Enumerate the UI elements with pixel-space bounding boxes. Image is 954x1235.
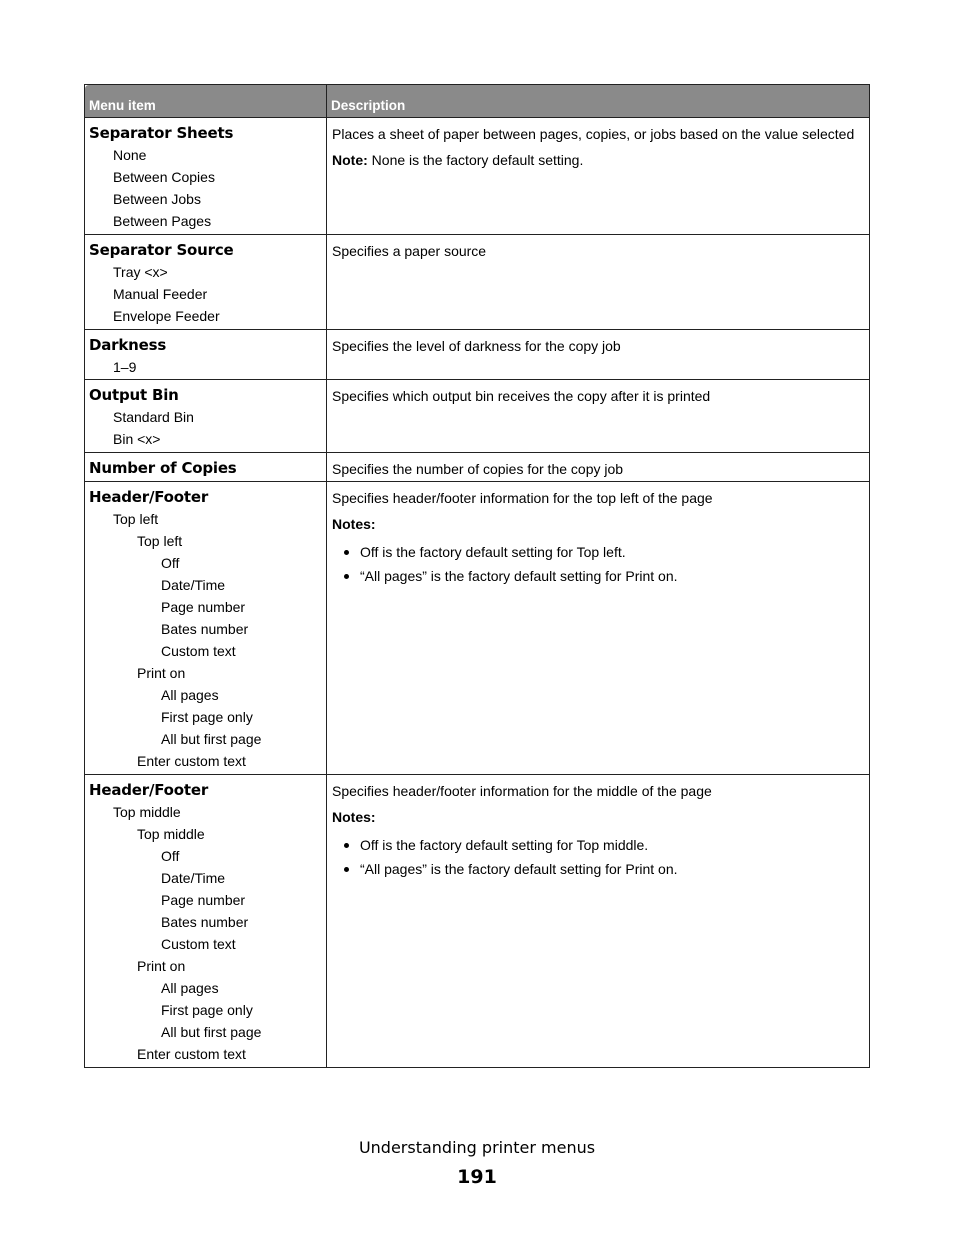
menu-option: First page only [161,1002,253,1018]
table-row [85,453,870,482]
menu-option: Custom text [161,643,236,659]
menu-item-cell [85,235,327,330]
table-header-row [85,85,870,118]
description-text: Places a sheet of paper between pages, copies, or jobs based on the value selected [332,126,855,142]
description-text: Specifies which output bin receives the copy after it is printed [332,388,711,404]
menu-option: All but first page [161,1024,262,1040]
menu-option: Top left [137,533,183,549]
notes-heading: Notes: [332,516,376,532]
menu-option: Date/Time [161,870,226,886]
note-text: None is the factory default setting. [367,152,584,168]
table-row [85,330,870,380]
menu-item-title: Separator Sheets [89,124,234,142]
table-row [85,775,870,1068]
menu-item-title: Separator Source [89,241,234,259]
menu-option: All but first page [161,731,262,747]
bullet-icon [344,843,349,848]
bullet-icon [344,550,349,555]
menu-item-cell [85,775,327,1068]
menu-option: Tray <x> [113,264,168,280]
menu-option: Between Pages [113,213,212,229]
menu-item-title: Header/Footer [89,781,209,799]
menu-item-title: Darkness [89,336,167,354]
list-item [332,565,869,587]
bullet-text: “All pages” is the factory default setting for Print on. [360,568,678,584]
menu-option: Enter custom text [137,753,246,769]
description-cell [327,118,870,235]
menu-option: Bin <x> [113,431,161,447]
menu-item-cell [85,482,327,775]
menu-option: Standard Bin [113,409,194,425]
description-text: Specifies a paper source [332,243,487,259]
menu-item-title: Output Bin [89,386,179,404]
description-cell [327,380,870,453]
header-menu-item: Menu item [85,85,327,118]
menu-option: None [113,147,147,163]
notes-list [332,834,869,880]
table-row [85,482,870,775]
menu-option: Bates number [161,621,249,637]
bullet-text: “All pages” is the factory default setting for Print on. [360,861,678,877]
description-cell [327,453,870,482]
description-cell [327,235,870,330]
menu-option: Page number [161,599,246,615]
menu-option: Envelope Feeder [113,308,220,324]
menu-item-cell [85,453,327,482]
menu-option: Top middle [137,826,205,842]
menu-table [84,84,870,1068]
note-line [332,149,869,171]
list-item [332,858,869,880]
description-text: Specifies header/footer information for the middle of the page [332,783,712,799]
menu-option: Between Copies [113,169,215,185]
menu-option: Top left [113,511,159,527]
header-description: Description [327,85,870,118]
table-row [85,380,870,453]
table-row [85,118,870,235]
description-cell [327,775,870,1068]
description-cell [327,482,870,775]
menu-option: Off [161,555,180,571]
menu-option: Off [161,848,180,864]
menu-option: All pages [161,687,219,703]
description-text: Specifies header/footer information for the top left of the page [332,490,713,506]
description-cell [327,330,870,380]
notes-list [332,541,869,587]
menu-option: Print on [137,958,186,974]
description-text: Specifies the number of copies for the copy job [332,461,624,477]
menu-item-title: Number of Copies [89,459,237,477]
menu-option: Page number [161,892,246,908]
note-label: Note: [332,152,368,168]
menu-item-cell [85,330,327,380]
table-row [85,235,870,330]
footer-section-title: Understanding printer menus [358,1138,596,1157]
bullet-text: Off is the factory default setting for Top left. [360,544,626,560]
menu-item-title: Header/Footer [89,488,209,506]
menu-item-cell [85,118,327,235]
list-item [332,834,869,856]
menu-option: Custom text [161,936,236,952]
table-body [85,118,870,1068]
menu-option: Top middle [113,804,181,820]
notes-heading: Notes: [332,809,376,825]
menu-option: Enter custom text [137,1046,246,1062]
menu-option: All pages [161,980,219,996]
menu-option: 1–9 [113,359,137,375]
menu-option: Date/Time [161,577,226,593]
bullet-text: Off is the factory default setting for Top middle. [360,837,649,853]
menu-option: Bates number [161,914,249,930]
menu-item-cell [85,380,327,453]
list-item [332,541,869,563]
bullet-icon [344,867,349,872]
description-text: Specifies the level of darkness for the copy job [332,338,621,354]
menu-option: Between Jobs [113,191,201,207]
page-number: 191 [457,1166,497,1188]
menu-option: Print on [137,665,186,681]
menu-option: First page only [161,709,253,725]
menu-option: Manual Feeder [113,286,208,302]
bullet-icon [344,574,349,579]
